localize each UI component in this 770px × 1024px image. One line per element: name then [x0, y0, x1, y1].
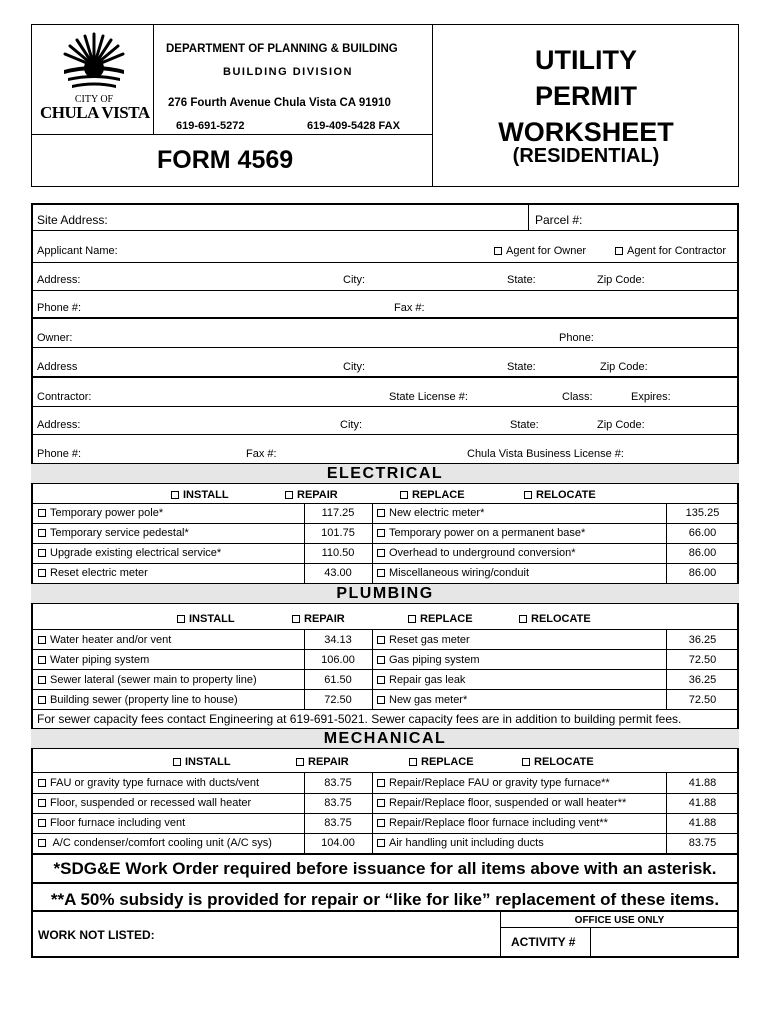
- title-line-utility: UTILITY: [535, 45, 637, 75]
- row-divider: [31, 563, 739, 564]
- item-label: Gas piping system: [389, 654, 480, 666]
- checkbox[interactable]: [494, 247, 502, 255]
- mechanical-item[interactable]: [377, 817, 608, 830]
- checkbox[interactable]: [38, 819, 46, 827]
- row-divider: [31, 406, 739, 407]
- contractor-state-label: State:: [510, 419, 539, 431]
- row-divider: [31, 853, 739, 855]
- checkbox[interactable]: [38, 839, 46, 847]
- checkbox[interactable]: [377, 696, 385, 704]
- row-divider: [31, 793, 739, 794]
- item-fee: 72.50: [688, 654, 717, 666]
- item-label: Water piping system: [50, 654, 150, 666]
- install-label: INSTALL: [185, 756, 231, 768]
- row-divider: [31, 689, 739, 690]
- item-fee: 86.00: [688, 547, 717, 559]
- agent-owner-option[interactable]: [494, 245, 586, 258]
- electrical-item[interactable]: [38, 547, 221, 560]
- contractor-label: Contractor:: [37, 391, 92, 403]
- contractor-address-label: Address:: [37, 419, 81, 431]
- item-label: New gas meter*: [389, 694, 468, 706]
- form-title: [433, 42, 739, 150]
- row-divider: [31, 629, 739, 630]
- contractor-city-label: City:: [340, 419, 362, 431]
- checkbox[interactable]: [38, 799, 46, 807]
- row-divider: [31, 669, 739, 670]
- mechanical-item[interactable]: [377, 777, 610, 790]
- checkbox[interactable]: [377, 656, 385, 664]
- item-fee: 43.00: [324, 567, 352, 579]
- sewer-capacity-note: For sewer capacity fees contact Engineering at 619-691-5021. Sewer capacity fees are in addition to building permit fees.: [37, 712, 682, 726]
- mechanical-item[interactable]: [38, 797, 251, 810]
- mechanical-install-option[interactable]: [173, 756, 231, 768]
- item-fee: 83.75: [324, 817, 352, 829]
- checkbox[interactable]: [377, 819, 385, 827]
- checkbox[interactable]: [38, 529, 46, 537]
- electrical-replace-option[interactable]: [400, 489, 465, 501]
- checkbox[interactable]: [408, 615, 416, 623]
- title-line-permit: PERMIT: [534, 81, 637, 111]
- logo-text-bottom: CHULA VISTA: [40, 103, 150, 122]
- plumbing-item[interactable]: [38, 694, 238, 707]
- item-label: Building sewer (property line to house): [50, 694, 238, 706]
- owner-address-label: Address: [37, 361, 78, 373]
- row-divider: [500, 927, 739, 928]
- repair-label: REPAIR: [308, 756, 349, 768]
- item-fee: 106.00: [321, 654, 355, 666]
- checkbox[interactable]: [38, 676, 46, 684]
- row-divider: [31, 434, 739, 435]
- item-label: Temporary service pedestal*: [50, 527, 189, 539]
- agent-owner-label: Agent for Owner: [506, 245, 587, 257]
- contractor-fax-label: Fax #:: [246, 448, 277, 460]
- row-divider: [31, 376, 739, 378]
- row-divider: [31, 230, 739, 231]
- mechanical-relocate-option[interactable]: [522, 756, 594, 768]
- checkbox[interactable]: [377, 569, 385, 577]
- install-label: INSTALL: [189, 613, 235, 625]
- item-fee: 86.00: [688, 567, 717, 579]
- department-address: 276 Fourth Avenue Chula Vista CA 91910: [168, 97, 391, 109]
- replace-label: REPLACE: [421, 756, 474, 768]
- item-label: Floor furnace including vent: [50, 817, 186, 829]
- electrical-item[interactable]: [377, 527, 585, 540]
- title-line-worksheet: WORKSHEET: [498, 117, 674, 147]
- item-fee: 72.50: [688, 694, 717, 706]
- item-label: Temporary power pole*: [50, 507, 164, 519]
- checkbox[interactable]: [522, 758, 530, 766]
- checkbox[interactable]: [173, 758, 181, 766]
- electrical-item[interactable]: [38, 507, 163, 520]
- header-divider-logo: [153, 24, 154, 134]
- office-use-label: OFFICE USE ONLY: [574, 915, 665, 926]
- mechanical-item[interactable]: [38, 837, 272, 850]
- checkbox[interactable]: [38, 509, 46, 517]
- checkbox[interactable]: [519, 615, 527, 623]
- item-label: Reset gas meter: [389, 634, 470, 646]
- item-label: Repair gas leak: [389, 674, 466, 686]
- checkbox[interactable]: [38, 549, 46, 557]
- item-label: Water heater and/or vent: [50, 634, 172, 646]
- item-fee: 41.88: [688, 777, 717, 789]
- subsidy-note: **A 50% subsidy is provided for repair or “like for like” replacement of these items.: [50, 890, 720, 909]
- electrical-item[interactable]: [377, 567, 529, 580]
- item-fee: 36.25: [688, 674, 717, 686]
- replace-label: REPLACE: [412, 489, 465, 501]
- row-divider: [31, 262, 739, 263]
- mechanical-replace-option[interactable]: [409, 756, 474, 768]
- item-fee: 110.50: [321, 547, 355, 559]
- plumbing-relocate-option[interactable]: [519, 613, 591, 625]
- logo-text-top: CITY OF: [74, 94, 114, 105]
- checkbox[interactable]: [38, 696, 46, 704]
- checkbox[interactable]: [377, 636, 385, 644]
- row-divider: [31, 882, 739, 884]
- checkbox[interactable]: [377, 779, 385, 787]
- electrical-relocate-option[interactable]: [524, 489, 596, 501]
- plumbing-item[interactable]: [38, 674, 257, 687]
- owner-state-label: State:: [507, 361, 536, 373]
- row-divider: [31, 290, 739, 291]
- parcel-label: Parcel #:: [535, 213, 583, 227]
- activity-label: ACTIVITY #: [511, 935, 576, 949]
- electrical-item[interactable]: [38, 567, 148, 580]
- item-fee: 41.88: [688, 797, 717, 809]
- item-label: Floor, suspended or recessed wall heater: [50, 797, 252, 809]
- applicant-city-label: City:: [343, 274, 365, 286]
- plumbing-item[interactable]: [377, 694, 467, 707]
- electrical-repair-option[interactable]: [285, 489, 338, 501]
- repair-label: REPAIR: [304, 613, 345, 625]
- row-divider: [31, 649, 739, 650]
- checkbox[interactable]: [38, 569, 46, 577]
- work-not-listed-label: WORK NOT LISTED:: [38, 928, 155, 942]
- checkbox[interactable]: [377, 839, 385, 847]
- item-fee: 117.25: [321, 507, 355, 519]
- class-label: Class:: [562, 391, 593, 403]
- item-label: Miscellaneous wiring/conduit: [389, 567, 530, 579]
- checkbox[interactable]: [400, 491, 408, 499]
- item-fee: 83.75: [324, 777, 352, 789]
- division-name: BUILDING DIVISION: [223, 66, 354, 78]
- electrical-install-option[interactable]: [171, 489, 229, 501]
- agent-contractor-option[interactable]: [615, 245, 726, 258]
- item-label: Reset electric meter: [50, 567, 148, 579]
- row-divider: [31, 523, 739, 524]
- plumbing-item[interactable]: [377, 634, 470, 647]
- mechanical-repair-option[interactable]: [296, 756, 349, 768]
- mechanical-item[interactable]: [377, 837, 544, 850]
- item-fee: 41.88: [688, 817, 717, 829]
- checkbox[interactable]: [285, 491, 293, 499]
- applicant-phone-label: Phone #:: [37, 302, 82, 314]
- item-fee: 72.50: [324, 694, 352, 706]
- plumbing-item[interactable]: [377, 674, 465, 687]
- checkbox[interactable]: [38, 779, 46, 787]
- checkbox[interactable]: [615, 247, 623, 255]
- item-fee: 101.75: [321, 527, 355, 539]
- checkbox[interactable]: [377, 676, 385, 684]
- mechanical-item[interactable]: [38, 817, 185, 830]
- item-label: Repair/Replace FAU or gravity type furnace**: [389, 777, 610, 789]
- relocate-label: RELOCATE: [534, 756, 594, 768]
- contractor-phone-label: Phone #:: [37, 448, 82, 460]
- plumbing-section-title: PLUMBING: [31, 583, 739, 604]
- row-divider: [31, 772, 739, 773]
- item-label: A/C condenser/comfort cooling unit (A/C sys): [50, 837, 272, 849]
- checkbox[interactable]: [38, 636, 46, 644]
- parcel-divider: [528, 203, 529, 231]
- replace-label: REPLACE: [420, 613, 473, 625]
- row-divider: [31, 503, 739, 504]
- plumbing-replace-option[interactable]: [408, 613, 473, 625]
- repair-label: REPAIR: [297, 489, 338, 501]
- checkbox[interactable]: [377, 529, 385, 537]
- checkbox[interactable]: [38, 656, 46, 664]
- item-fee: 61.50: [324, 674, 352, 686]
- plumbing-repair-option[interactable]: [292, 613, 345, 625]
- applicant-address-label: Address:: [37, 274, 81, 286]
- mechanical-item[interactable]: [38, 777, 259, 790]
- row-divider: [31, 543, 739, 544]
- department-fax: 619-409-5428 FAX: [307, 120, 400, 132]
- item-label: Upgrade existing electrical service*: [50, 547, 222, 559]
- checkbox[interactable]: [377, 799, 385, 807]
- row-divider: [31, 709, 739, 710]
- header-form-divider: [31, 134, 433, 135]
- relocate-label: RELOCATE: [531, 613, 591, 625]
- item-label: Overhead to underground conversion*: [389, 547, 576, 559]
- plumbing-item[interactable]: [38, 634, 171, 647]
- owner-label: Owner:: [37, 332, 73, 344]
- item-label: Repair/Replace floor, suspended or wall heater**: [389, 797, 627, 809]
- applicant-zip-label: Zip Code:: [597, 274, 645, 286]
- checkbox[interactable]: [292, 615, 300, 623]
- sdge-asterisk-note: *SDG&E Work Order required before issuance for all items above with an asterisk.: [53, 859, 717, 878]
- item-fee: 83.75: [324, 797, 352, 809]
- business-license-label: Chula Vista Business License #:: [467, 448, 624, 460]
- checkbox[interactable]: [377, 509, 385, 517]
- owner-city-label: City:: [343, 361, 365, 373]
- item-fee: 66.00: [688, 527, 717, 539]
- applicant-name-label: Applicant Name:: [37, 245, 118, 257]
- item-label: Temporary power on a permanent base*: [389, 527, 586, 539]
- agent-contractor-label: Agent for Contractor: [627, 245, 727, 257]
- state-license-label: State License #:: [389, 391, 468, 403]
- plumbing-install-option[interactable]: [177, 613, 235, 625]
- item-fee: 36.25: [688, 634, 717, 646]
- row-divider: [31, 813, 739, 814]
- row-divider: [31, 347, 739, 348]
- item-label: Sewer lateral (sewer main to property line): [50, 674, 257, 686]
- activity-divider: [590, 927, 591, 958]
- checkbox[interactable]: [177, 615, 185, 623]
- plumbing-item[interactable]: [38, 654, 149, 667]
- mechanical-section-title: MECHANICAL: [31, 728, 739, 749]
- electrical-item[interactable]: [377, 547, 576, 560]
- owner-zip-label: Zip Code:: [600, 361, 648, 373]
- applicant-fax-label: Fax #:: [394, 302, 425, 314]
- electrical-item[interactable]: [377, 507, 484, 520]
- item-fee: 83.75: [688, 837, 717, 849]
- mechanical-item[interactable]: [377, 797, 626, 810]
- item-fee: 104.00: [321, 837, 355, 849]
- item-label: Air handling unit including ducts: [389, 837, 544, 849]
- form-number: FORM 4569: [157, 146, 294, 174]
- checkbox[interactable]: [409, 758, 417, 766]
- applicant-state-label: State:: [507, 274, 536, 286]
- item-fee: 135.25: [685, 507, 720, 519]
- plumbing-item[interactable]: [377, 654, 479, 667]
- department-name: DEPARTMENT OF PLANNING & BUILDING: [166, 43, 398, 55]
- electrical-section-title: ELECTRICAL: [31, 463, 739, 484]
- contractor-zip-label: Zip Code:: [597, 419, 645, 431]
- row-divider: [31, 833, 739, 834]
- checkbox[interactable]: [296, 758, 304, 766]
- item-label: Repair/Replace floor furnace including vent**: [389, 817, 608, 829]
- item-fee: 34.13: [324, 634, 352, 646]
- item-label: FAU or gravity type furnace with ducts/vent: [50, 777, 260, 789]
- relocate-label: RELOCATE: [536, 489, 596, 501]
- site-address-label: Site Address:: [37, 213, 108, 227]
- item-label: New electric meter*: [389, 507, 485, 519]
- checkbox[interactable]: [377, 549, 385, 557]
- owner-phone-label: Phone:: [559, 332, 594, 344]
- department-phone: 619-691-5272: [176, 120, 245, 132]
- row-divider: [31, 910, 739, 912]
- expires-label: Expires:: [631, 391, 671, 403]
- row-divider: [31, 317, 739, 319]
- electrical-item[interactable]: [38, 527, 189, 540]
- form-subtitle: (RESIDENTIAL): [512, 145, 660, 167]
- install-label: INSTALL: [183, 489, 229, 501]
- checkbox[interactable]: [524, 491, 532, 499]
- checkbox[interactable]: [171, 491, 179, 499]
